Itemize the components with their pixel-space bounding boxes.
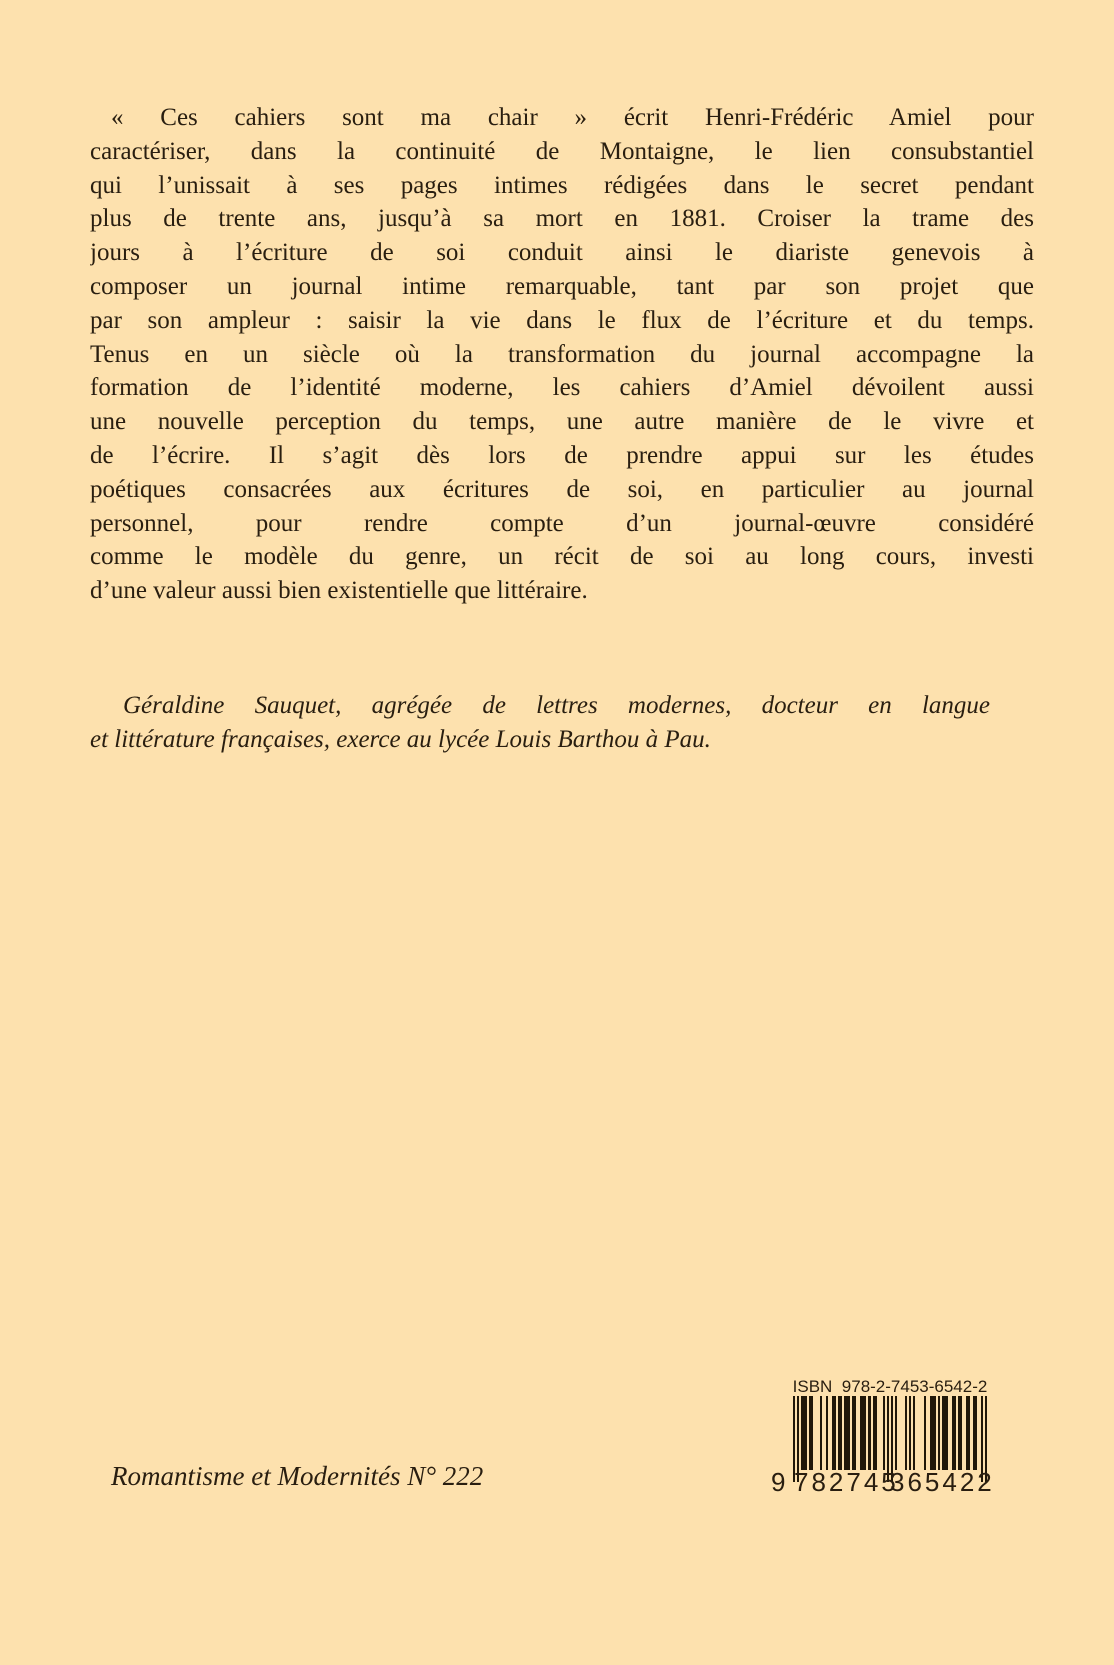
barcode-bar [820,1396,822,1470]
barcode-bar [895,1396,897,1470]
barcode-bar [832,1396,836,1470]
blurb-line: Tenus en un siècle où la transformation du journal accompagne la [90,340,1034,368]
barcode-bar [801,1396,807,1470]
blurb-line: poétiques consacrées aux écritures de soi, en particulier au journal [90,475,1034,503]
barcode-bar [938,1396,940,1470]
barcode-bar [809,1396,813,1470]
blurb-line: une nouvelle perception du temps, une autre manière de le vivre et [90,408,1034,436]
isbn-label: ISBN 978-2-7453-6542-2 [792,1377,988,1396]
blurb-line: comme le modèle du genre, un récit de soi au long cours, investi [90,543,1034,571]
blurb-line: plus de trente ans, jusqu’à sa mort en 1881. Croiser la trame des [90,205,1034,233]
barcode-bar [909,1396,911,1470]
barcode-bar [973,1396,977,1470]
barcode-digits-left: 782745 [794,1467,899,1497]
barcode-bar [873,1396,877,1470]
blurb-line: formation de l’identité moderne, les cahiers d’Amiel dévoilent aussi [90,374,1034,402]
barcode-bar [905,1396,907,1470]
blurb-paragraph [90,101,1034,608]
blurb-line: par son ampleur : saisir la vie dans le flux de l’écriture et du temps. [90,306,1034,334]
barcode-bar [826,1396,828,1470]
blurb-line: « Ces cahiers sont ma chair » écrit Henri-Frédéric Amiel pour [111,104,1034,131]
blurb-line: de l’écrire. Il s’agit dès lors de prendre appui sur les études [90,441,1034,469]
barcode-bar [966,1396,970,1470]
barcode-digit-first: 9 [771,1467,786,1497]
blurb-line: personnel, pour rendre compte d’un journal-œuvre considéré [90,509,1034,537]
barcode-bar [844,1396,850,1470]
barcode-bar [860,1396,866,1470]
barcode-bar [913,1396,915,1470]
blurb-line: qui l’unissait à ses pages intimes rédigées dans le secret pendant [90,171,1034,199]
blurb-line: caractériser, dans la continuité de Montaigne, le lien consubstantiel [90,137,1034,165]
bio-line: et littérature françaises, exerce au lycée Louis Barthou à Pau. [90,726,711,753]
barcode-digits-right: 365422 [890,1467,995,1497]
barcode-bar [883,1396,885,1470]
barcode-bar [958,1396,962,1470]
barcode-bar [924,1396,926,1470]
blurb-line: d’une valeur aussi bien existentielle que littéraire. [90,577,588,605]
barcode-bar [852,1396,856,1470]
barcode-bar [942,1396,948,1470]
barcode-bar [838,1396,842,1470]
blurb-line: composer un journal intime remarquable, tant par son projet que [90,272,1034,300]
author-bio [90,689,990,757]
barcode-bar [868,1396,870,1470]
bio-line: Géraldine Sauquet, agrégée de lettres modernes, docteur en langue [123,692,990,719]
barcode-block [771,1377,995,1497]
blurb-line: jours à l’écriture de soi conduit ainsi le diariste genevois à [90,239,1034,267]
barcode-bar [952,1396,956,1470]
series-label: Romantisme et Modernités N° 222 [111,1461,484,1491]
barcode-bar [930,1396,936,1470]
